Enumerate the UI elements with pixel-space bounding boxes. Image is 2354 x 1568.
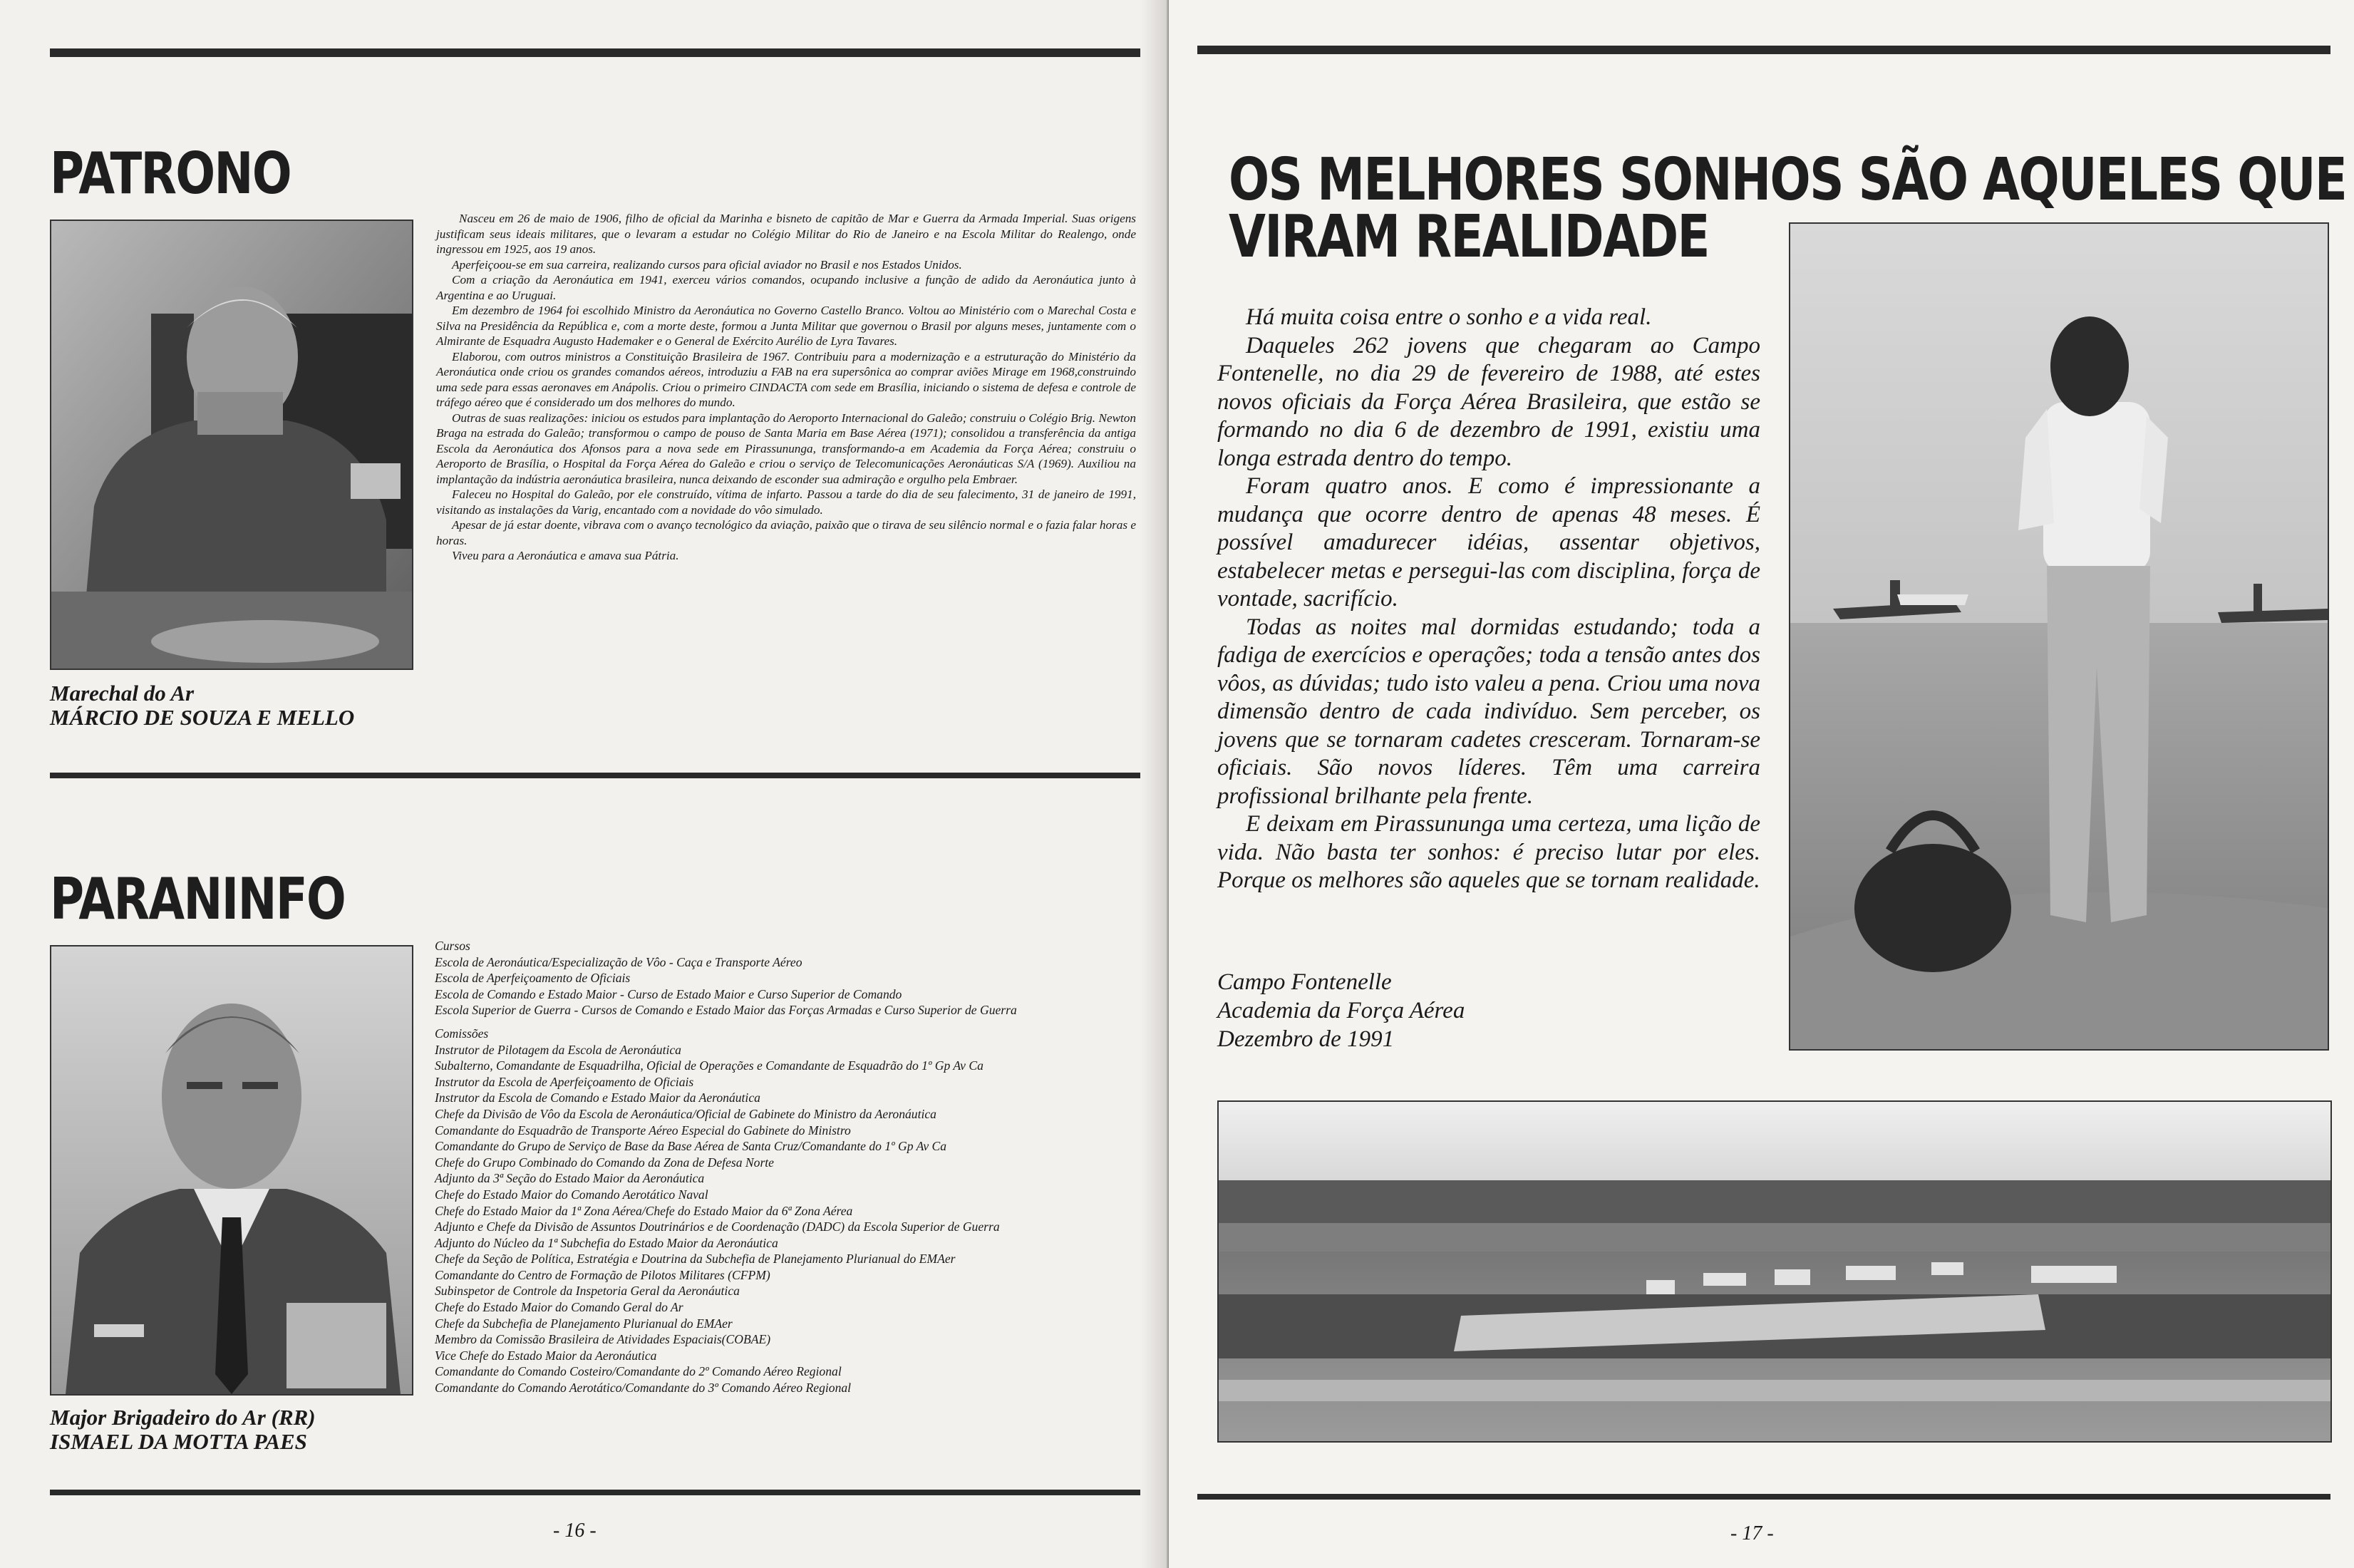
comissao-item: Adjunto do Núcleo da 1ª Subchefia do Estado Maior da Aeronáutica (435, 1235, 778, 1250)
bio-paragraph: Com a criação da Aeronáutica em 1941, exerceu vários comandos, ocupando inclusive a função de adido da Aeronáutica junto à Argentina e ao Uruguai. (436, 273, 1136, 302)
bio-paragraph: Em dezembro de 1964 foi escolhido Ministro da Aeronáutica no Governo Castello Branco. Voltou ao Ministério com o Marechal Costa e Silva na Presidência da República e, com a morte deste, formou a Junta Militar que governou o Brasil por alguns meses, juntamente com o Almirante de Esquadra Augusto Hademaker e o General de Exército Aurélio de Lyra Tavares. (436, 304, 1136, 348)
signature-org: Academia da Força Aérea (1217, 998, 1465, 1023)
comissao-item: Chefe do Grupo Combinado do Comando da Zona de Defesa Norte (435, 1155, 774, 1170)
patrono-portrait (50, 220, 413, 670)
essay-signature (1217, 968, 1465, 1053)
bio-paragraph: Outras de suas realizações: iniciou os estudos para implantação do Aeroporto Internacional do Galeão; construiu o Colégio Brig. Newton Braga na estrada do Galeão; transformou o campo de pouso de Santa Maria em Base Aérea (1971); consolidou a transferência da antiga Escola da Aeronáutica dos Afonsos para a nova sede em Pirassununga, transformando-a em Academia da Força Aérea; construiu o Aeroporto de Brasília, o Hospital da Força Aérea do Galeão e criou o serviço de Telecomunicações Aeronáuticas S/A (1969). Auxiliou na implantação da indústria aeronáutica brasileira, nunca deixando de esconder sua admiração e orgulho pela Embraer. (436, 411, 1136, 486)
bottom-rule (1197, 1494, 2330, 1500)
bio-paragraph: Viveu para a Aeronáutica e amava sua Pátria. (452, 549, 679, 562)
comissao-item: Chefe do Estado Maior da 1ª Zona Aérea/Chefe do Estado Maior da 6ª Zona Aérea (435, 1203, 853, 1218)
bio-paragraph: Aperfeiçoou-se em sua carreira, realizando cursos para oficial aviador no Brasil e nos Estados Unidos. (452, 257, 962, 272)
right-page (1169, 0, 2354, 1568)
comissao-item: Subalterno, Comandante de Esquadrilha, Oficial de Operações e Comandante de Esquadrão do 1º Gp Av Ca (435, 1058, 984, 1073)
signature-place: Campo Fontenelle (1217, 969, 1392, 995)
essay-paragraph: Daqueles 262 jovens que chegaram ao Campo Fontenelle, no dia 29 de fevereiro de 1988, até estes novos oficiais da Força Aérea Brasileira, que estão se formando no dia 6 de dezembro de 1991, existiu uma longa estrada dentro do tempo. (1217, 332, 1760, 471)
bottom-rule (50, 1490, 1169, 1495)
patrono-name: MÁRCIO DE SOUZA E MELLO (50, 705, 355, 730)
bio-paragraph: Apesar de já estar doente, vibrava com o avanço tecnológico da aviação, paixão que o tirava de seu silêncio normal e o fazia falar horas e horas. (436, 518, 1136, 547)
paraninfo-heading: PARANINFO (50, 866, 346, 932)
comissao-item: Chefe do Estado Maior do Comando Aerotático Naval (435, 1187, 708, 1202)
patrono-bio (436, 211, 1136, 564)
essay-heading-line2: VIRAM REALIDADE (1229, 203, 1709, 271)
top-rule (50, 48, 1169, 57)
curso-item: Escola de Aperfeiçoamento de Oficiais (435, 971, 631, 986)
essay-paragraph: Foram quatro anos. E como é impressionante a mudança que ocorre dentro de apenas 48 meses. É possível amadurecer idéias, assentar objetivos, estabelecer metas e persegui-las com disciplina, força de vontade, sacrifício. (1217, 473, 1760, 612)
essay-paragraph: E deixam em Pirassununga uma certeza, uma lição de vida. Não basta ter sonhos: é preciso lutar por eles. Porque os melhores são aqueles que se tornam realidade. (1217, 811, 1760, 893)
left-page (0, 0, 1169, 1568)
cursos-label: Cursos (435, 939, 470, 953)
paraninfo-rank: Major Brigadeiro do Ar (RR) (50, 1405, 316, 1430)
comissao-item: Chefe da Subchefia de Planejamento Plurianual do EMAer (435, 1316, 733, 1331)
comissao-item: Comandante do Grupo de Serviço de Base da Base Aérea de Santa Cruz/Comandante do 1º Gp Av Ca (435, 1139, 947, 1154)
essay-paragraph: Há muita coisa entre o sonho e a vida real. (1246, 304, 1652, 330)
paraninfo-caption (50, 1405, 316, 1454)
comissao-item: Vice Chefe do Estado Maior da Aeronáutica (435, 1348, 657, 1363)
comissao-item: Instrutor da Escola de Comando e Estado Maior da Aeronáutica (435, 1090, 760, 1105)
page-number-left: - 16 - (553, 1520, 597, 1542)
paraninfo-career (435, 938, 1147, 1396)
essay-paragraph: Todas as noites mal dormidas estudando; toda a fadiga de exercícios e operações; toda a tensão antes dos vôos, as dúvidas; tudo isto valeu a pena. Criou uma nova dimensão dentro de cada indivíduo. Sem perceber, os jovens que se tornaram cadetes cresceram. Tornaram-se oficiais. São novos líderes. Têm uma carreira profissional brilhante pela frente. (1217, 614, 1760, 809)
patrono-portrait-image (51, 221, 412, 669)
patrono-heading: PATRONO (50, 140, 291, 207)
patrono-rank: Marechal do Ar (50, 681, 195, 706)
comissao-item: Comandante do Comando Costeiro/Comandante do 2º Comando Aéreo Regional (435, 1364, 842, 1379)
essay-text (1217, 304, 1760, 895)
paraninfo-portrait (50, 945, 413, 1396)
paraninfo-portrait-image (51, 947, 412, 1394)
comissao-item: Adjunto da 3ª Seção do Estado Maior da Aeronáutica (435, 1171, 705, 1186)
top-rule (1197, 46, 2330, 54)
signature-date: Dezembro de 1991 (1217, 1026, 1395, 1052)
page-number-right: - 17 - (1730, 1522, 1774, 1544)
comissoes-label: Comissões (435, 1026, 489, 1041)
aerial-photo-image (1219, 1102, 2330, 1441)
bio-paragraph: Elaborou, com outros ministros a Constituição Brasileira de 1967. Contribuiu para a modernização e a estruturação do Ministério da Aeronáutica onde criou os grandes comandos aéreos, introduziu a FAB na era supersônica ao comprar aviões Mirage em 1968,construindo uma sede para essas aeronaves em Anápolis. Criou o primeiro CINDACTA com sede em Brasília, iniciando o sistema de defesa e controle de tráfego aéreo que é considerado um dos melhores do mundo. (436, 349, 1136, 409)
bio-paragraph: Nasceu em 26 de maio de 1906, filho de oficial da Marinha e bisneto de capitão de Mar e Guerra da Armada Imperial. Suas origens justificam seus ideais militares, que o levaram a estudar no Colégio Militar do Rio de Janeiro e na Escola Militar do Realengo, onde ingressou em 1925, aos 19 anos. (436, 212, 1136, 256)
airfield-photo-image (1790, 224, 2328, 1049)
comissao-item: Comandante do Centro de Formação de Pilotos Militares (CFPM) (435, 1267, 770, 1282)
airfield-photo (1789, 222, 2329, 1051)
aerial-photo (1217, 1100, 2332, 1443)
patrono-caption (50, 681, 354, 730)
comissao-item: Chefe do Estado Maior do Comando Geral do Ar (435, 1300, 683, 1315)
curso-item: Escola Superior de Guerra - Cursos de Comando e Estado Maior das Forças Armadas e Curso Superior de Guerra (435, 1003, 1017, 1018)
paraninfo-name: ISMAEL DA MOTTA PAES (50, 1429, 307, 1454)
comissao-item: Instrutor de Pilotagem da Escola de Aeronáutica (435, 1042, 681, 1057)
comissao-item: Comandante do Esquadrão de Transporte Aéreo Especial do Gabinete do Ministro (435, 1123, 851, 1138)
comissao-item: Instrutor da Escola de Aperfeiçoamento de Oficiais (435, 1074, 694, 1089)
comissao-item: Subinspetor de Controle da Inspetoria Geral da Aeronáutica (435, 1284, 740, 1299)
essay-heading-line1: OS MELHORES SONHOS SÃO AQUELES QUE (1229, 146, 2347, 214)
comissao-item: Comandante do Comando Aerotático/Comandante do 3º Comando Aéreo Regional (435, 1381, 852, 1396)
curso-item: Escola de Comando e Estado Maior - Curso de Estado Maior e Curso Superior de Comando (435, 986, 902, 1001)
curso-item: Escola de Aeronáutica/Especialização de Vôo - Caça e Transporte Aéreo (435, 954, 802, 969)
bio-paragraph: Faleceu no Hospital do Galeão, por ele construído, vítima de infarto. Passou a tarde do dia de seu falecimento, 31 de janeiro de 1991, visitando as instalações da Varig, encantado com a novidade do vôo simulado. (436, 488, 1136, 517)
comissao-item: Membro da Comissão Brasileira de Atividades Espaciais(COBAE) (435, 1332, 771, 1347)
comissao-item: Chefe da Divisão de Vôo da Escola de Aeronáutica/Oficial de Gabinete do Ministro da Aeronáutica (435, 1106, 936, 1121)
comissao-item: Adjunto e Chefe da Divisão de Assuntos Doutrinários e de Coordenação (DADC) da Escola Superior de Guerra (435, 1219, 1000, 1234)
section-divider (50, 773, 1169, 778)
comissao-item: Chefe da Seção de Política, Estratégia e Doutrina da Subchefia de Planejamento Plurianual do EMAer (435, 1252, 956, 1267)
